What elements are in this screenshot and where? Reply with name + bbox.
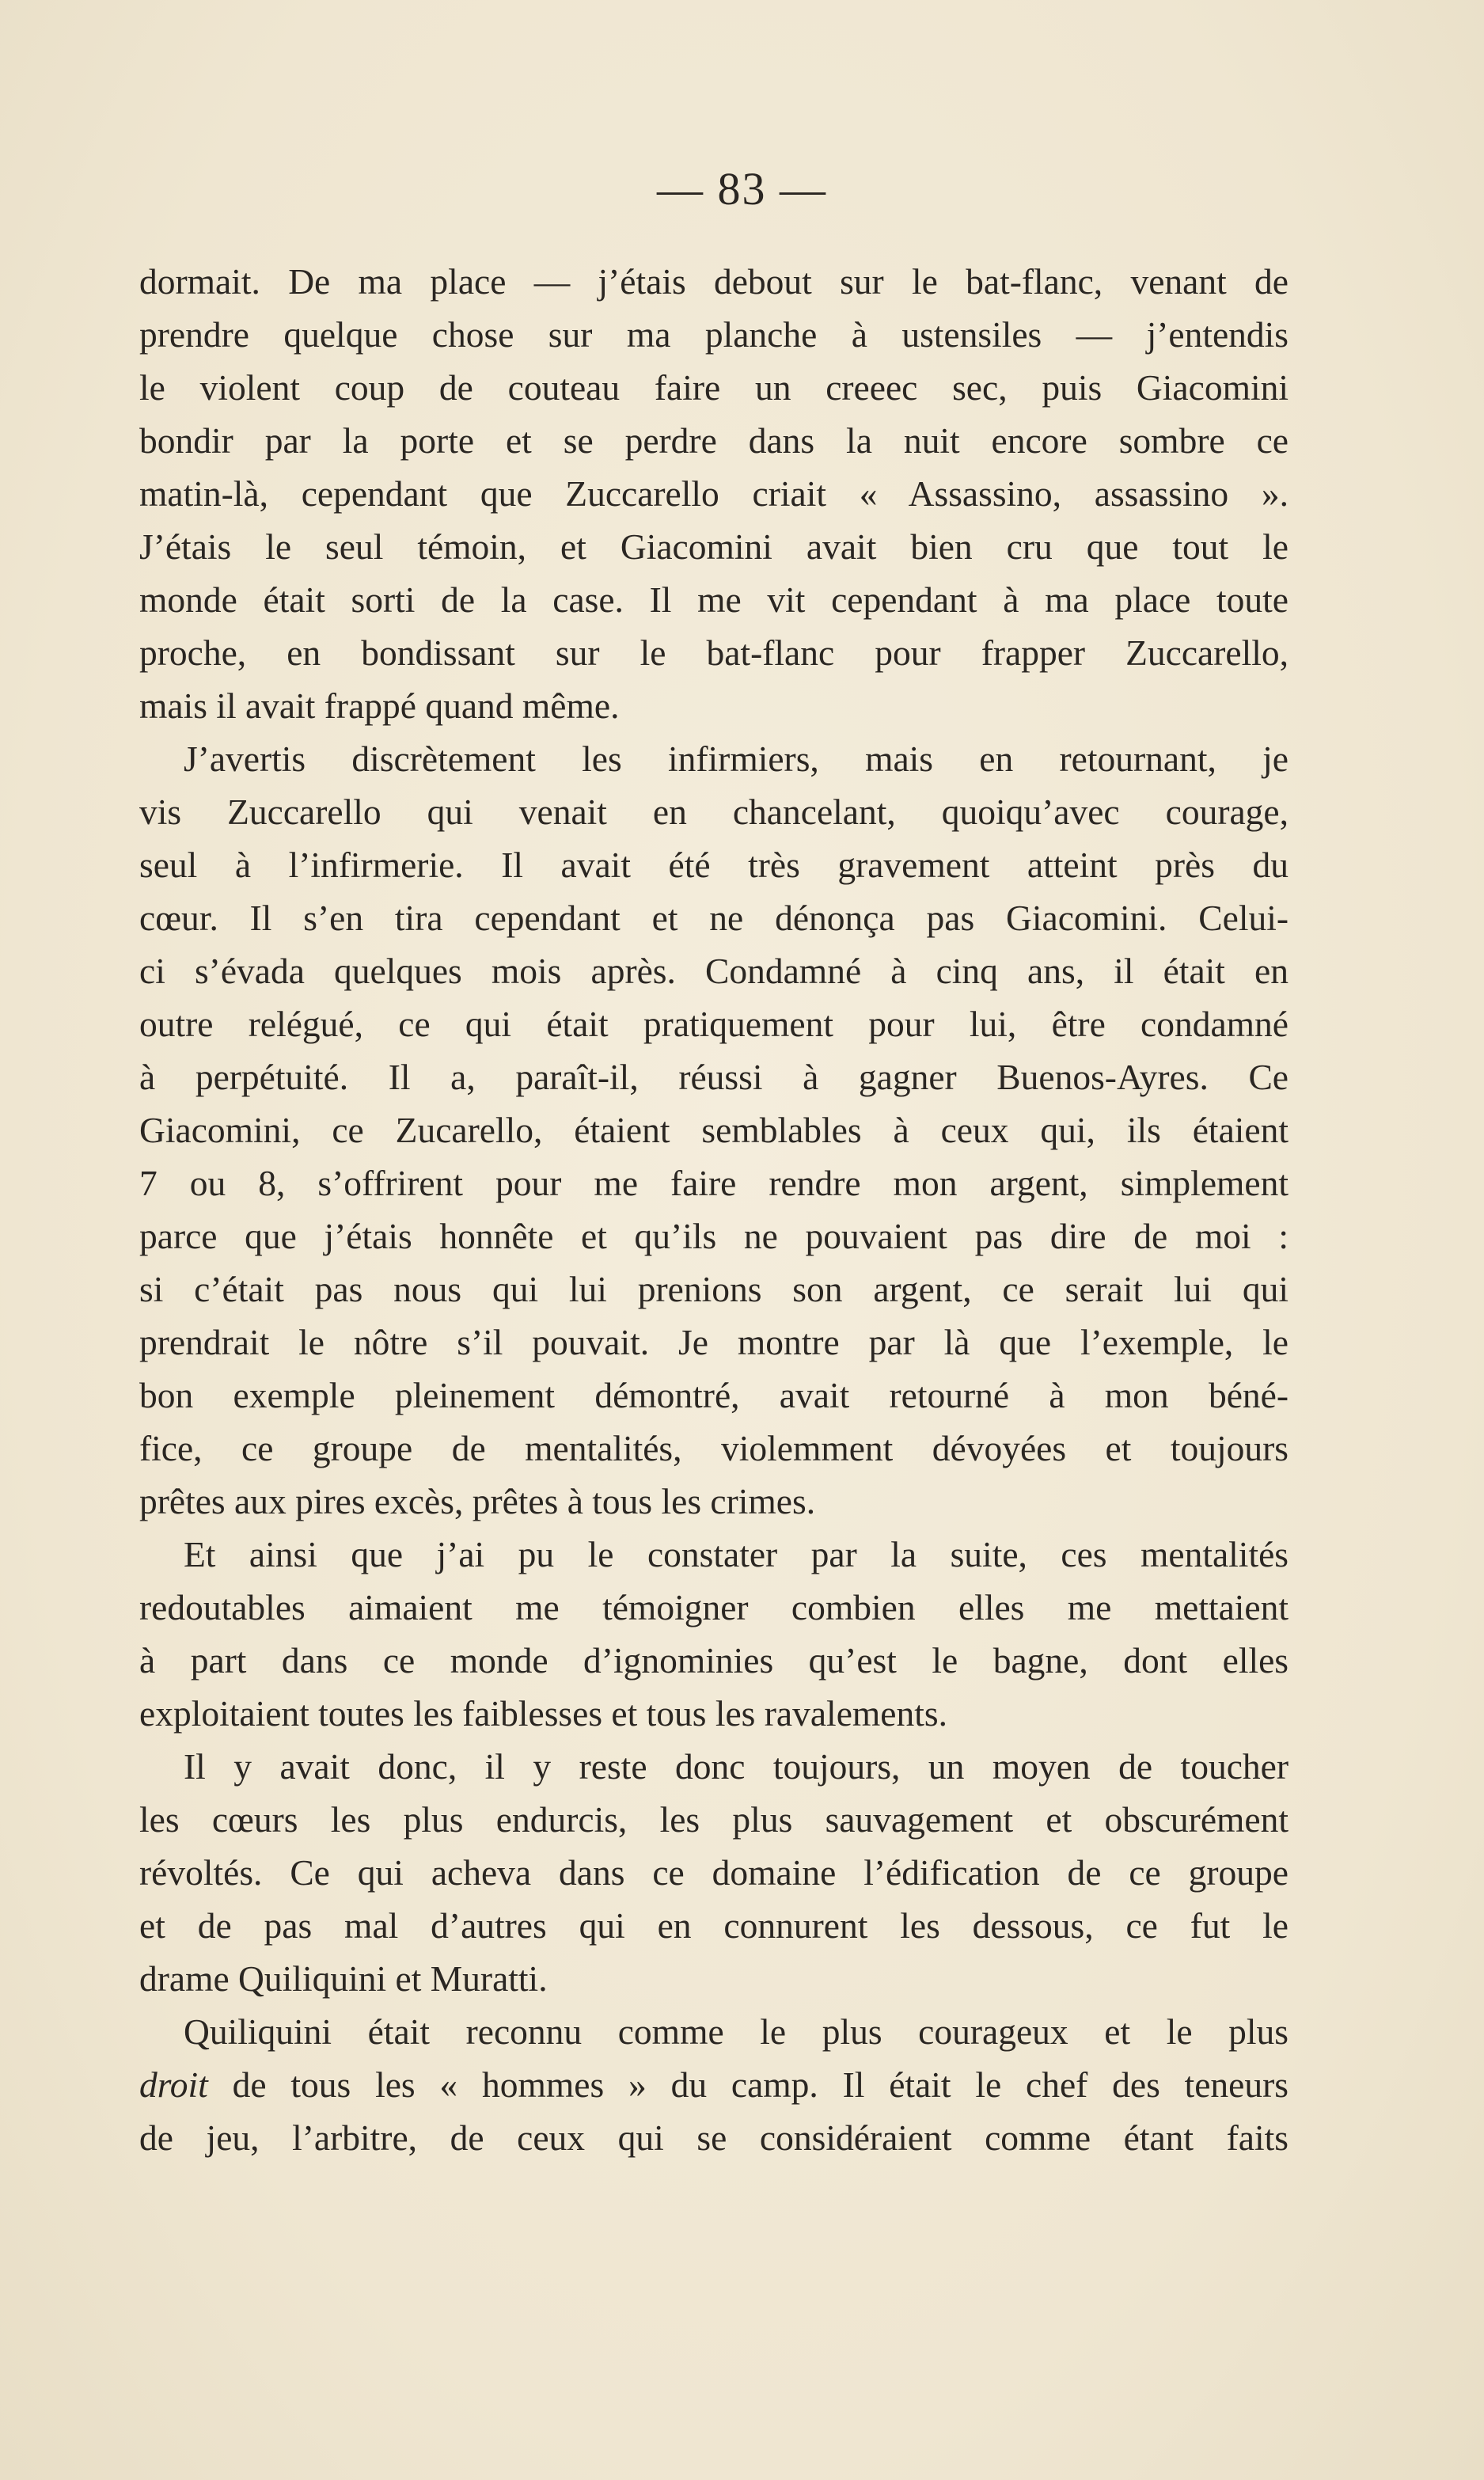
text-line: vis Zuccarello qui venait en chancelant, quoiqu’avec courage, [139,792,1289,832]
italic-word: droit [139,2064,208,2105]
text-line: et de pas mal d’autres qui en connurent les dessous, ce fut le [139,1905,1289,1946]
text-line: proche, en bondissant sur le bat-flanc pour frapper Zuccarello, [139,632,1289,673]
text-line: exploitaient toutes les faiblesses et tous les ravalements. [139,1693,947,1734]
text-line: parce que j’étais honnête et qu’ils ne pouvaient pas dire de moi : [139,1216,1289,1256]
text-line: prendre quelque chose sur ma planche à ustensiles — j’entendis [139,314,1289,355]
text-line: de jeu, l’arbitre, de ceux qui se considéraient comme étant faits [139,2117,1289,2158]
body-text [139,255,1289,2164]
text-line: à part dans ce monde d’ignominies qu’est le bagne, dont elles [139,1640,1289,1681]
text-line: J’avertis discrètement les infirmiers, mais en retournant, je [184,739,1289,779]
text-line: prêtes aux pires excès, prêtes à tous les crimes. [139,1481,816,1521]
text-line: matin-là, cependant que Zuccarello criait « Assassino, assassino ». [139,473,1289,514]
text-line: bon exemple pleinement démontré, avait retourné à mon béné- [139,1375,1289,1415]
text-line: redoutables aimaient me témoigner combien elles me mettaient [139,1587,1289,1627]
page-number: — 83 — [657,163,827,215]
text-line: fice, ce groupe de mentalités, violemment dévoyées et toujours [139,1428,1289,1468]
text-line: monde était sorti de la case. Il me vit cependant à ma place toute [139,579,1289,620]
text-line: Et ainsi que j’ai pu le constater par la suite, ces mentalités [184,1534,1289,1574]
text-line: 7 ou 8, s’offrirent pour me faire rendre mon argent, simplement [139,1163,1289,1203]
text-line: seul à l’infirmerie. Il avait été très gravement atteint près du [139,845,1289,885]
text-line: bondir par la porte et se perdre dans la nuit encore sombre ce [139,420,1289,461]
text-line: droit de tous les « hommes » du camp. Il était le chef des teneurs [139,2064,1289,2105]
text-line: J’étais le seul témoin, et Giacomini avait bien cru que tout le [139,526,1289,567]
text-line: le violent coup de couteau faire un creeec sec, puis Giacomini [139,367,1289,408]
text-line: révoltés. Ce qui acheva dans ce domaine l’édification de ce groupe [139,1852,1289,1893]
text-line: Il y avait donc, il y reste donc toujours, un moyen de toucher [184,1746,1289,1787]
text-line: à perpétuité. Il a, paraît-il, réussi à gagner Buenos-Ayres. Ce [139,1057,1289,1097]
text-line: si c’était pas nous qui lui prenions son argent, ce serait lui qui [139,1269,1289,1309]
text-line: mais il avait frappé quand même. [139,686,620,726]
text-line: Giacomini, ce Zucarello, étaient semblables à ceux qui, ils étaient [139,1110,1289,1150]
text-line: dormait. De ma place — j’étais debout sur le bat-flanc, venant de [139,261,1289,302]
text-line: outre relégué, ce qui était pratiquement pour lui, être condamné [139,1004,1289,1044]
text-line: Quiliquini était reconnu comme le plus courageux et le plus [184,2011,1289,2052]
text-line: ci s’évada quelques mois après. Condamné à cinq ans, il était en [139,951,1289,991]
text-line: cœur. Il s’en tira cependant et ne dénonça pas Giacomini. Celui- [139,898,1289,938]
text-line: les cœurs les plus endurcis, les plus sauvagement et obscurément [139,1799,1289,1840]
text-line: prendrait le nôtre s’il pouvait. Je montre par là que l’exemple, le [139,1322,1289,1362]
text-line: drame Quiliquini et Muratti. [139,1958,548,1999]
